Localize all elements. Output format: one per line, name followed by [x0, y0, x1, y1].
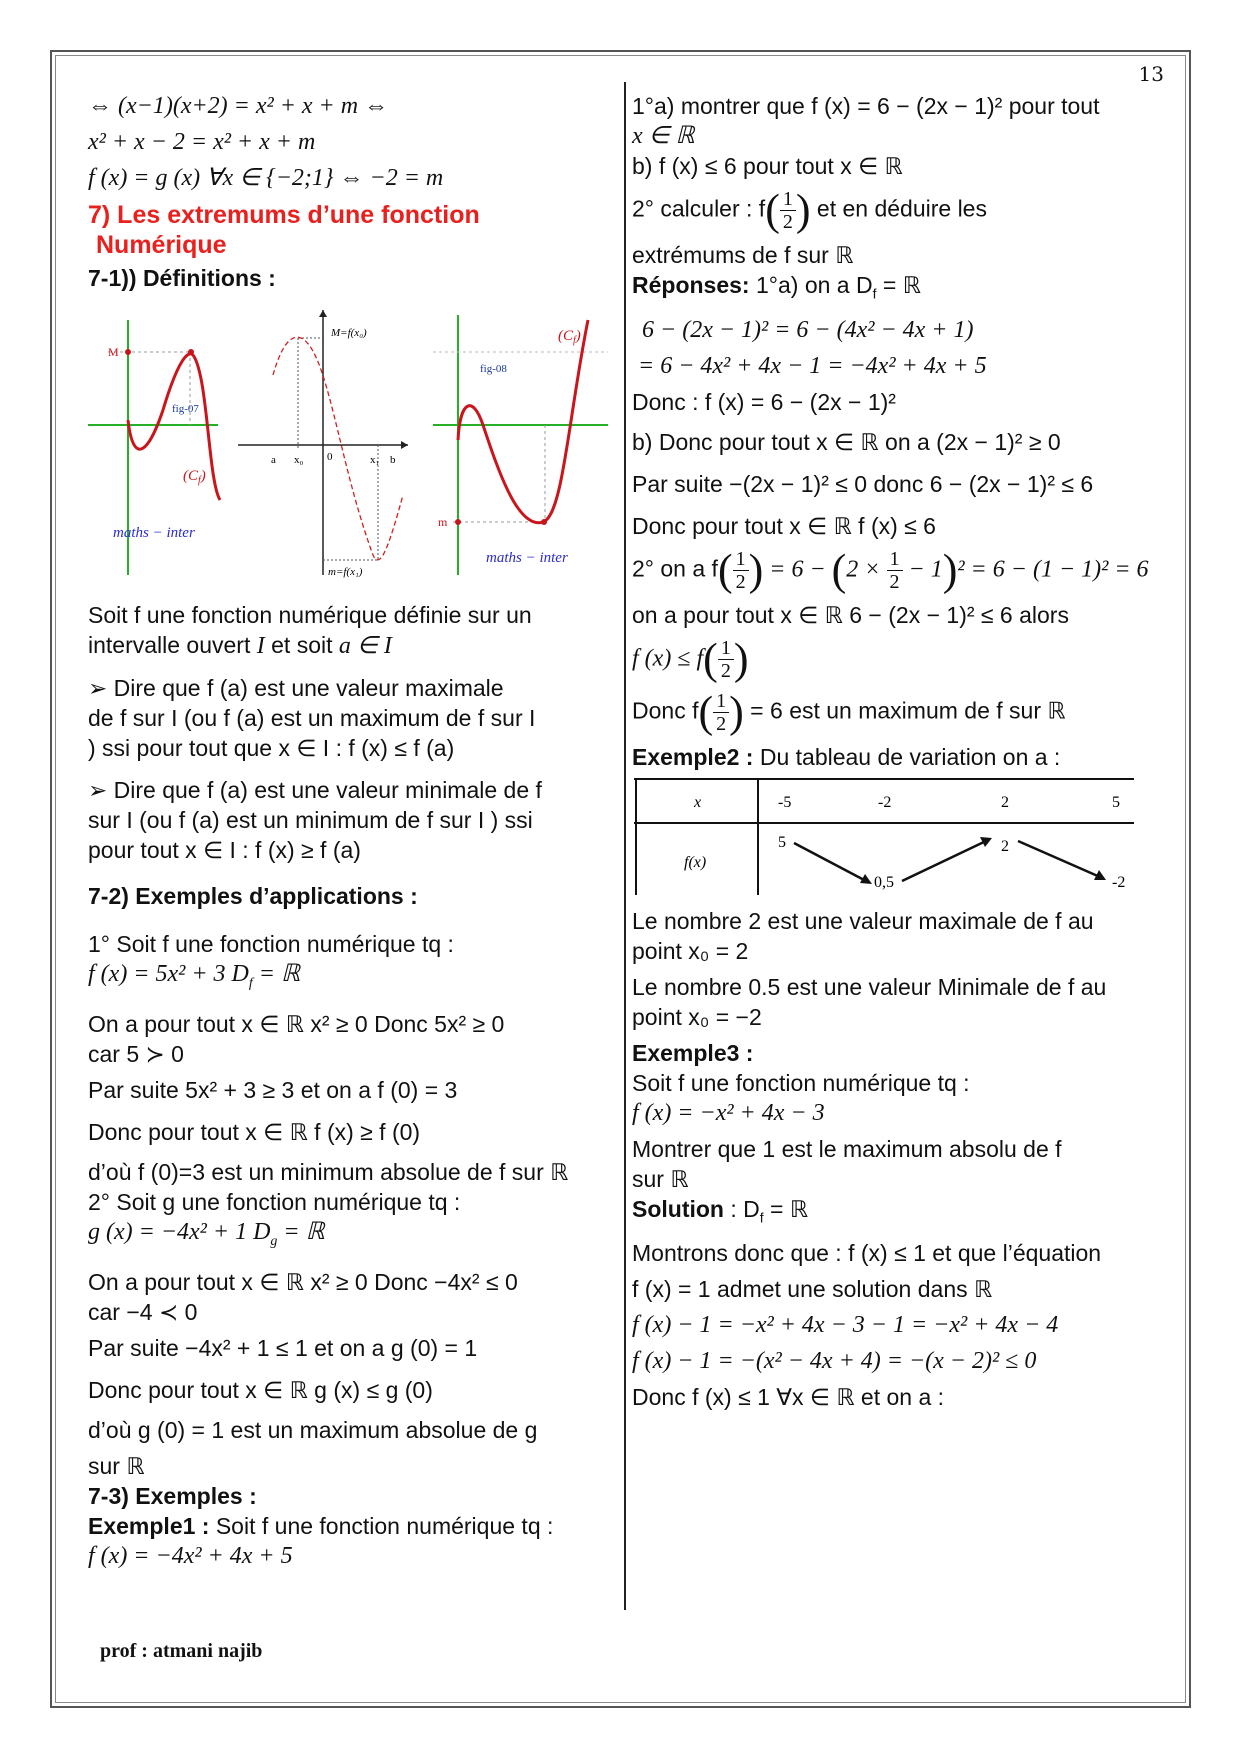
- exemple2-intro: Exemple2 : Du tableau de variation on a :: [632, 743, 1061, 770]
- equation-line-1: ⇔ (x−1)(x+2) = x² + x + m ⇔: [88, 93, 389, 119]
- fig-mid-x1: x₁: [370, 454, 380, 466]
- exemple3-line-9: Donc f (x) ≤ 1 ∀x ∈ ℝ et on a :: [632, 1384, 945, 1411]
- q2-line: 2° calculer : f( $\frac{1}{2}$ ) et en déduire les: [632, 185, 987, 235]
- ex2-line-5: Par suite −4x² + 1 ≤ 1 et on a g (0) = 1: [88, 1334, 478, 1361]
- section-7-title-line1: 7) Les extremums d’une fonction: [88, 201, 480, 229]
- table-f-val-3: 2: [1001, 837, 1009, 855]
- response-1: 6 − (2x − 1)² = 6 − (4x² − 4x + 1): [642, 316, 974, 343]
- watermark-right: maths − inter: [486, 550, 568, 566]
- variation-table: [634, 777, 1134, 897]
- exemple3-line-4: sur ℝ: [632, 1165, 689, 1192]
- table-arrow-up: [902, 841, 986, 881]
- footer-author: prof : atmani najib: [100, 1640, 263, 1662]
- table-x-val-1: -5: [778, 793, 792, 811]
- max-line-2: de f sur I (ou f (a) est un maximum de f sur I: [88, 705, 536, 731]
- min-line-3: pour tout x ∈ I : f (x) ≥ f (a): [88, 837, 361, 863]
- max-line-1: ➢ Dire que f (a) est une valeur maximale: [88, 675, 504, 701]
- fig-mid-x0: x₀: [294, 454, 304, 466]
- q1a-line-2: x ∈ ℝ: [632, 123, 695, 149]
- column-divider: [624, 82, 626, 1610]
- fig07-max-point: [188, 349, 194, 355]
- response-10: Donc f( $\frac{1}{2}$ ) = 6 est un maximum de f sur ℝ: [632, 687, 1066, 737]
- ex2-line-4: car −4 ≺ 0: [88, 1298, 198, 1325]
- maximum-definition: [88, 674, 613, 762]
- response-8: on a pour tout x ∈ ℝ 6 − (2x − 1)² ≤ 6 alors: [632, 601, 1069, 628]
- definition-intro-2: intervalle ouvert I et soit a ∈ I: [88, 632, 392, 659]
- ex2-line-6: Donc pour tout x ∈ ℝ g (x) ≤ g (0): [88, 1376, 433, 1403]
- min-line-2: sur I (ou f (a) est un minimum de f sur I ) ssi: [88, 807, 533, 833]
- fig-mid-x-arrow: [401, 441, 408, 449]
- responses-line: Réponses: 1°a) on a $D_f$ = ℝ: [632, 272, 921, 302]
- table-x-label: x: [694, 793, 702, 811]
- q1a-line-1: 1°a) montrer que f (x) = 6 − (2x − 1)² pour tout: [632, 93, 1100, 119]
- ex1-line-3: On a pour tout x ∈ ℝ x² ≥ 0 Donc 5x² ≥ 0: [88, 1010, 505, 1037]
- fig07-M-point: [125, 349, 131, 355]
- fraction-half-5: $\frac{1}{2}$: [713, 690, 729, 735]
- fraction-half: $\frac{1}{2}$: [780, 188, 796, 233]
- fig-mid-m-eq: m=f(x₁): [328, 566, 363, 578]
- exemple1-equation: f (x) = −4x² + 4x + 5: [88, 1542, 293, 1569]
- fig08-m-label: m: [438, 515, 448, 529]
- ex2-line-2: g (x) = −4x² + 1 $D_g$ = ℝ: [88, 1218, 325, 1249]
- definition-intro-1: Soit f une fonction numérique définie sur un: [88, 602, 532, 628]
- section-7-2-heading: 7-2) Exemples d’applications :: [88, 883, 418, 909]
- min-line-1: ➢ Dire que f (a) est une valeur minimale de f: [88, 777, 542, 803]
- ex1-line-2: f (x) = 5x² + 3 $D_f$ = ℝ: [88, 961, 300, 991]
- fig-mid-y-arrow: [319, 310, 327, 317]
- variation-table-svg: [634, 777, 1134, 897]
- response-6: Donc pour tout x ∈ ℝ f (x) ≤ 6: [632, 512, 936, 539]
- fig07-curve: [128, 354, 220, 500]
- exemple3-line-7: f (x) − 1 = −x² + 4x − 3 − 1 = −x² + 4x − 4: [632, 1312, 1059, 1339]
- exemple3-line-2: f (x) = −x² + 4x − 3: [632, 1099, 825, 1126]
- ex2-line-1: 2° Soit g une fonction numérique tq :: [88, 1188, 461, 1215]
- table-x-val-2: -2: [878, 793, 892, 811]
- page-number: 13: [1138, 62, 1164, 86]
- fig-mid-a: a: [271, 454, 276, 466]
- table-x-val-3: 2: [1001, 793, 1009, 811]
- conclusion-2: point x₀ = 2: [632, 937, 749, 964]
- conclusion-3: Le nombre 0.5 est une valeur Minimale de f au: [632, 973, 1107, 1000]
- response-9: f (x) ≤ f( $\frac{1}{2}$ ): [632, 634, 749, 684]
- exemple3-heading: Exemple3 :: [632, 1039, 754, 1066]
- fig-mid-curve: [273, 337, 403, 560]
- conclusion-1: Le nombre 2 est une valeur maximale de f au: [632, 907, 1094, 934]
- section-7-3-heading: 7-3) Exemples :: [88, 1482, 257, 1509]
- equation-line-2: x² + x − 2 = x² + x + m: [88, 129, 316, 155]
- ex2-line-3: On a pour tout x ∈ ℝ x² ≥ 0 Donc −4x² ≤ 0: [88, 1268, 518, 1295]
- fig-mid-M-eq: M=f(x₀): [331, 327, 367, 339]
- watermark-left: maths − inter: [113, 525, 195, 541]
- fig-mid-origin: 0: [327, 451, 333, 463]
- ex1-line-6: Donc pour tout x ∈ ℝ f (x) ≥ f (0): [88, 1118, 421, 1145]
- response-7: 2° on a f( $\frac{1}{2}$ ) = 6 − (2 × $\frac{1}{2}$ − 1)² = 6 − (1 − 1)² = 6: [632, 545, 1149, 595]
- table-arrow-down-1: [794, 843, 866, 881]
- fig07-curve-label: $(C_f)$: [183, 468, 206, 486]
- conclusion-4: point x₀ = −2: [632, 1003, 762, 1030]
- fig08-curve-label: $(C_f)$: [558, 328, 581, 346]
- ex2-line-8: sur ℝ: [88, 1452, 145, 1479]
- fraction-half-4: $\frac{1}{2}$: [718, 637, 734, 682]
- ex2-line-7: d’où g (0) = 1 est un maximum absolue de g: [88, 1416, 538, 1443]
- response-2: = 6 − 4x² + 4x − 1 = −4x² + 4x + 5: [638, 352, 987, 379]
- right-column: [632, 92, 1172, 1419]
- response-5: Par suite −(2x − 1)² ≤ 0 donc 6 − (2x − 1)² ≤ 6: [632, 470, 1094, 497]
- minimum-definition: [88, 776, 613, 864]
- q2-line-2: extrémums de f sur ℝ: [632, 242, 854, 268]
- exemple3-line-1: Soit f une fonction numérique tq :: [632, 1069, 970, 1096]
- ex1-line-1: 1° Soit f une fonction numérique tq :: [88, 931, 454, 957]
- section-7-1-heading: 7-1)) Définitions :: [88, 265, 276, 291]
- fraction-half-2: $\frac{1}{2}$: [733, 548, 749, 593]
- exemple3-line-3: Montrer que 1 est le maximum absolu de f: [632, 1135, 1062, 1162]
- table-x-val-4: 5: [1112, 793, 1120, 811]
- exemple3-line-6: f (x) = 1 admet une solution dans ℝ: [632, 1276, 993, 1303]
- max-line-3: ) ssi pour tout que x ∈ I : f (x) ≤ f (a): [88, 735, 455, 761]
- figures-svg: [88, 300, 608, 585]
- equation-line-3: f (x) = g (x) ∀x ∈ {−2;1} ⇔ −2 = m: [88, 165, 444, 191]
- exemple3-line-5: Montrons donc que : f (x) ≤ 1 et que l’équation: [632, 1240, 1102, 1267]
- left-column: [88, 92, 613, 1578]
- section-7-title: [88, 200, 613, 260]
- table-fx-label: f(x): [684, 853, 707, 871]
- fig08-label: fig-08: [480, 363, 507, 375]
- table-f-val-2: 0,5: [874, 873, 894, 891]
- extremum-figures: [88, 300, 608, 585]
- fig07-M-label: M: [108, 345, 119, 359]
- table-f-val-4: -2: [1112, 873, 1126, 891]
- fig-mid-b: b: [390, 454, 396, 466]
- fig07-label: fig-07: [172, 403, 199, 415]
- table-f-val-1: 5: [778, 833, 786, 851]
- ex1-line-5: Par suite 5x² + 3 ≥ 3 et on a f (0) = 3: [88, 1076, 458, 1103]
- section-7-title-line2: Numérique: [96, 231, 227, 259]
- response-3: Donc : f (x) = 6 − (2x − 1)²: [632, 388, 896, 415]
- exemple1-intro: Exemple1 : Soit f une fonction numérique tq :: [88, 1512, 554, 1539]
- exemple3-line-8: f (x) − 1 = −(x² − 4x + 4) = −(x − 2)² ≤ 0: [632, 1348, 1037, 1375]
- ex1-line-7: d’où f (0)=3 est un minimum absolue de f sur ℝ: [88, 1158, 569, 1185]
- ex1-line-4: car 5 ≻ 0: [88, 1040, 184, 1067]
- fig08-min-point: [541, 519, 547, 525]
- q1b-line: b) f (x) ≤ 6 pour tout x ∈ ℝ: [632, 153, 903, 179]
- response-4: b) Donc pour tout x ∈ ℝ on a (2x − 1)² ≥ 0: [632, 428, 1061, 455]
- fig08-curve: [458, 320, 588, 523]
- fraction-half-3: $\frac{1}{2}$: [887, 548, 903, 593]
- solution-line: Solution : $D_f$ = ℝ: [632, 1195, 809, 1226]
- fig08-m-point: [455, 519, 461, 525]
- table-arrow-down-2: [1018, 841, 1100, 877]
